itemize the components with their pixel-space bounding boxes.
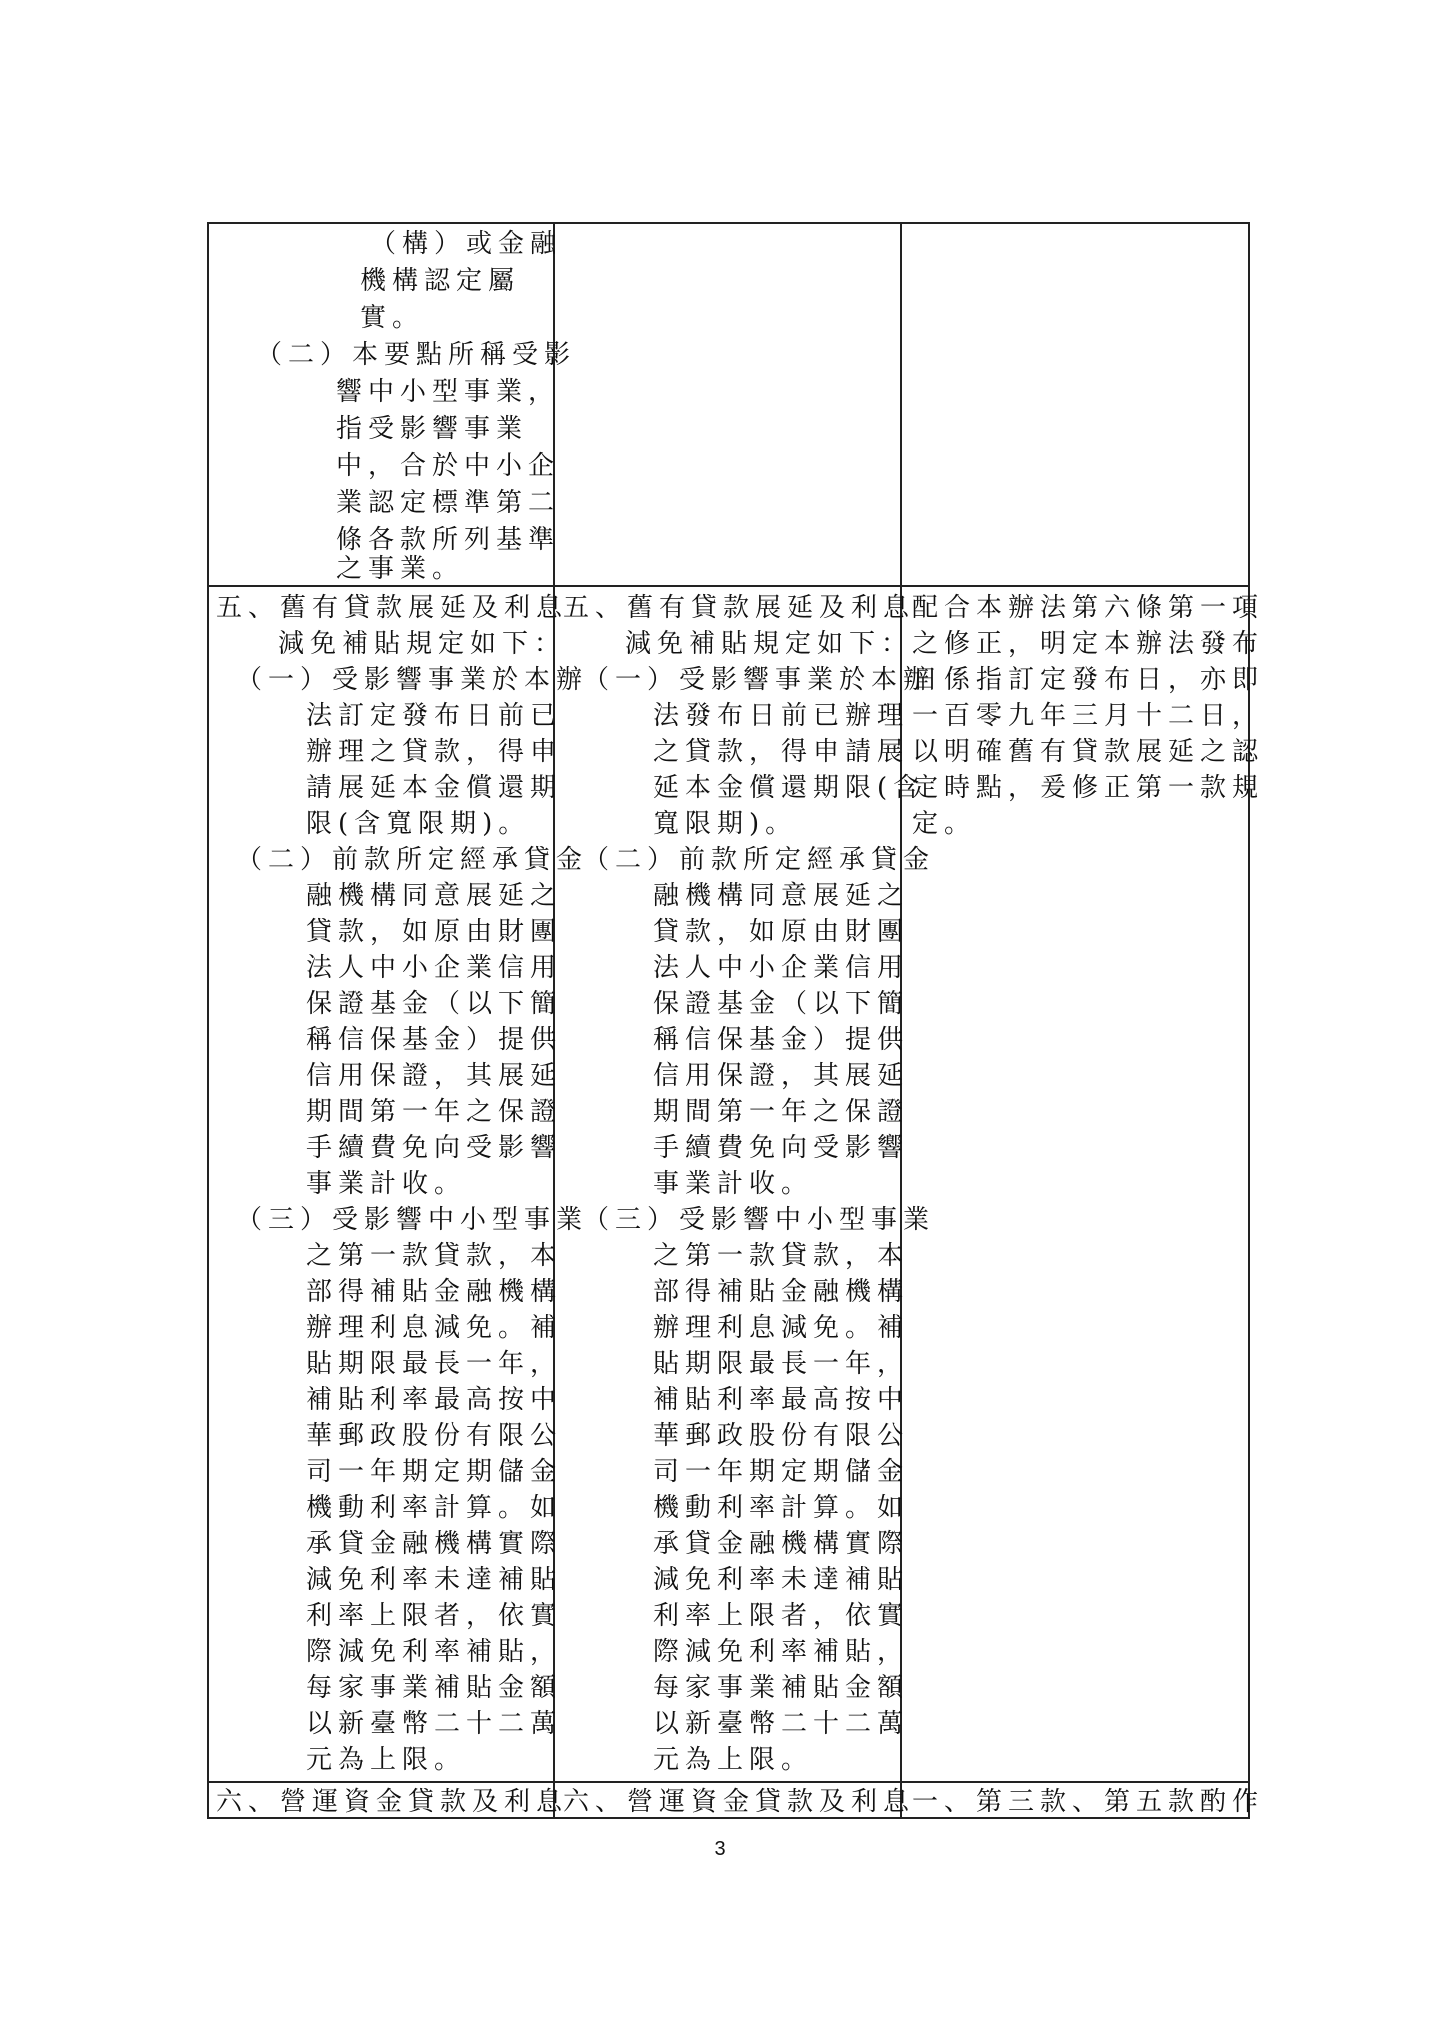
text-line: （二）前款所定經承貸金: [236, 845, 589, 875]
text-line: 請展延本金償還期: [306, 773, 563, 803]
text-line: 利率上限者，依實: [306, 1601, 563, 1631]
text-line: 機動利率計算。如: [653, 1493, 910, 1523]
text-line: （構）或金融: [370, 229, 563, 259]
text-line: 之貸款，得申請展: [653, 737, 910, 767]
text-line: 機動利率計算。如: [306, 1493, 563, 1523]
text-line: 手續費免向受影響: [306, 1133, 563, 1163]
text-line: 每家事業補貼金額: [653, 1673, 910, 1703]
text-line: 以新臺幣二十二萬: [653, 1709, 910, 1739]
text-line: 貸款，如原由財團: [306, 917, 563, 947]
item-heading: 六、營運資金貸款及利息: [216, 1787, 569, 1817]
text-line: 辦理之貸款，得申: [306, 737, 563, 767]
text-line: 部得補貼金融機構: [306, 1277, 563, 1307]
text-line: 承貸金融機構實際: [306, 1529, 563, 1559]
text-line: 承貸金融機構實際: [653, 1529, 910, 1559]
text-line: 辦理利息減免。補: [653, 1313, 910, 1343]
text-line: 稱信保基金）提供: [653, 1025, 910, 1055]
text-line: 業認定標準第二: [336, 488, 561, 518]
text-line: 響中小型事業，: [336, 377, 561, 407]
text-line: 司一年期定期儲金: [306, 1457, 563, 1487]
text-line: 之事業。: [336, 554, 465, 584]
text-line: 部得補貼金融機構: [653, 1277, 910, 1307]
text-line: 限(含寬限期)。: [306, 809, 531, 839]
text-line: 之第一款貸款，本: [306, 1241, 563, 1271]
text-line: 條各款所列基準: [336, 525, 561, 555]
text-line: 法訂定發布日前已: [306, 701, 563, 731]
text-line: （二）前款所定經承貸金: [583, 845, 936, 875]
text-line: 保證基金（以下簡: [306, 989, 563, 1019]
text-line: （二）本要點所稱受影: [256, 340, 577, 370]
text-line: 法發布日前已辦理: [653, 701, 910, 731]
text-line: 元為上限。: [653, 1745, 814, 1775]
text-line: 中，合於中小企: [336, 451, 561, 481]
text-line: 寬限期)。: [653, 809, 798, 839]
text-line: 手續費免向受影響: [653, 1133, 910, 1163]
text-line: 補貼利率最高按中: [306, 1385, 563, 1415]
text-line: 貼期限最長一年，: [653, 1349, 910, 1379]
text-line: 保證基金（以下簡: [653, 989, 910, 1019]
text-line: 辦理利息減免。補: [306, 1313, 563, 1343]
text-line: 減免補貼規定如下：: [278, 629, 567, 659]
text-line: 實。: [360, 303, 425, 333]
text-line: 每家事業補貼金額: [306, 1673, 563, 1703]
text-line: 法人中小企業信用: [653, 953, 910, 983]
text-line: 元為上限。: [306, 1745, 467, 1775]
text-line: （一）受影響事業於本辦: [236, 665, 589, 695]
text-line: 以新臺幣二十二萬: [306, 1709, 563, 1739]
text-line: 定。: [912, 809, 977, 839]
text-line: 華郵政股份有限公: [306, 1421, 563, 1451]
text-line: 事業計收。: [653, 1169, 814, 1199]
text-line: 減免利率未達補貼: [306, 1565, 563, 1595]
text-line: 期間第一年之保證: [653, 1097, 910, 1127]
text-line: 補貼利率最高按中: [653, 1385, 910, 1415]
text-line: 之第一款貸款，本: [653, 1241, 910, 1271]
text-line: 法人中小企業信用: [306, 953, 563, 983]
text-line: 日係指訂定發布日，亦即: [912, 665, 1265, 695]
text-line: 貸款，如原由財團: [653, 917, 910, 947]
text-line: 定時點，爰修正第一款規: [912, 773, 1265, 803]
item-heading: 五、舊有貸款展延及利息: [563, 593, 916, 623]
text-line: 一百零九年三月十二日，: [912, 701, 1265, 731]
row-divider: [207, 1781, 1250, 1783]
text-line: 貼期限最長一年，: [306, 1349, 563, 1379]
text-line: 際減免利率補貼，: [306, 1637, 563, 1667]
text-line: 一、第三款、第五款酌作: [912, 1787, 1265, 1817]
page-number: 3: [714, 1838, 726, 1860]
text-line: 稱信保基金）提供: [306, 1025, 563, 1055]
text-line: 機構認定屬: [360, 266, 521, 296]
text-line: （一）受影響事業於本辦: [583, 665, 936, 695]
text-line: 利率上限者，依實: [653, 1601, 910, 1631]
text-line: 之修正，明定本辦法發布: [912, 629, 1265, 659]
text-line: 信用保證，其展延: [653, 1061, 910, 1091]
text-line: 指受影響事業: [336, 414, 529, 444]
text-line: 融機構同意展延之: [653, 881, 910, 911]
text-line: 減免利率未達補貼: [653, 1565, 910, 1595]
text-line: 信用保證，其展延: [306, 1061, 563, 1091]
text-line: 際減免利率補貼，: [653, 1637, 910, 1667]
text-line: 延本金償還期限(含: [653, 773, 926, 803]
text-line: 以明確舊有貸款展延之認: [912, 737, 1265, 767]
text-line: 融機構同意展延之: [306, 881, 563, 911]
text-line: （三）受影響中小型事業: [236, 1205, 589, 1235]
text-line: 期間第一年之保證: [306, 1097, 563, 1127]
text-line: 減免補貼規定如下：: [625, 629, 914, 659]
item-heading: 五、舊有貸款展延及利息: [216, 593, 569, 623]
text-line: （三）受影響中小型事業: [583, 1205, 936, 1235]
text-line: 華郵政股份有限公: [653, 1421, 910, 1451]
item-heading: 六、營運資金貸款及利息: [563, 1787, 916, 1817]
text-line: 事業計收。: [306, 1169, 467, 1199]
text-line: 司一年期定期儲金: [653, 1457, 910, 1487]
text-line: 配合本辦法第六條第一項: [912, 593, 1265, 623]
